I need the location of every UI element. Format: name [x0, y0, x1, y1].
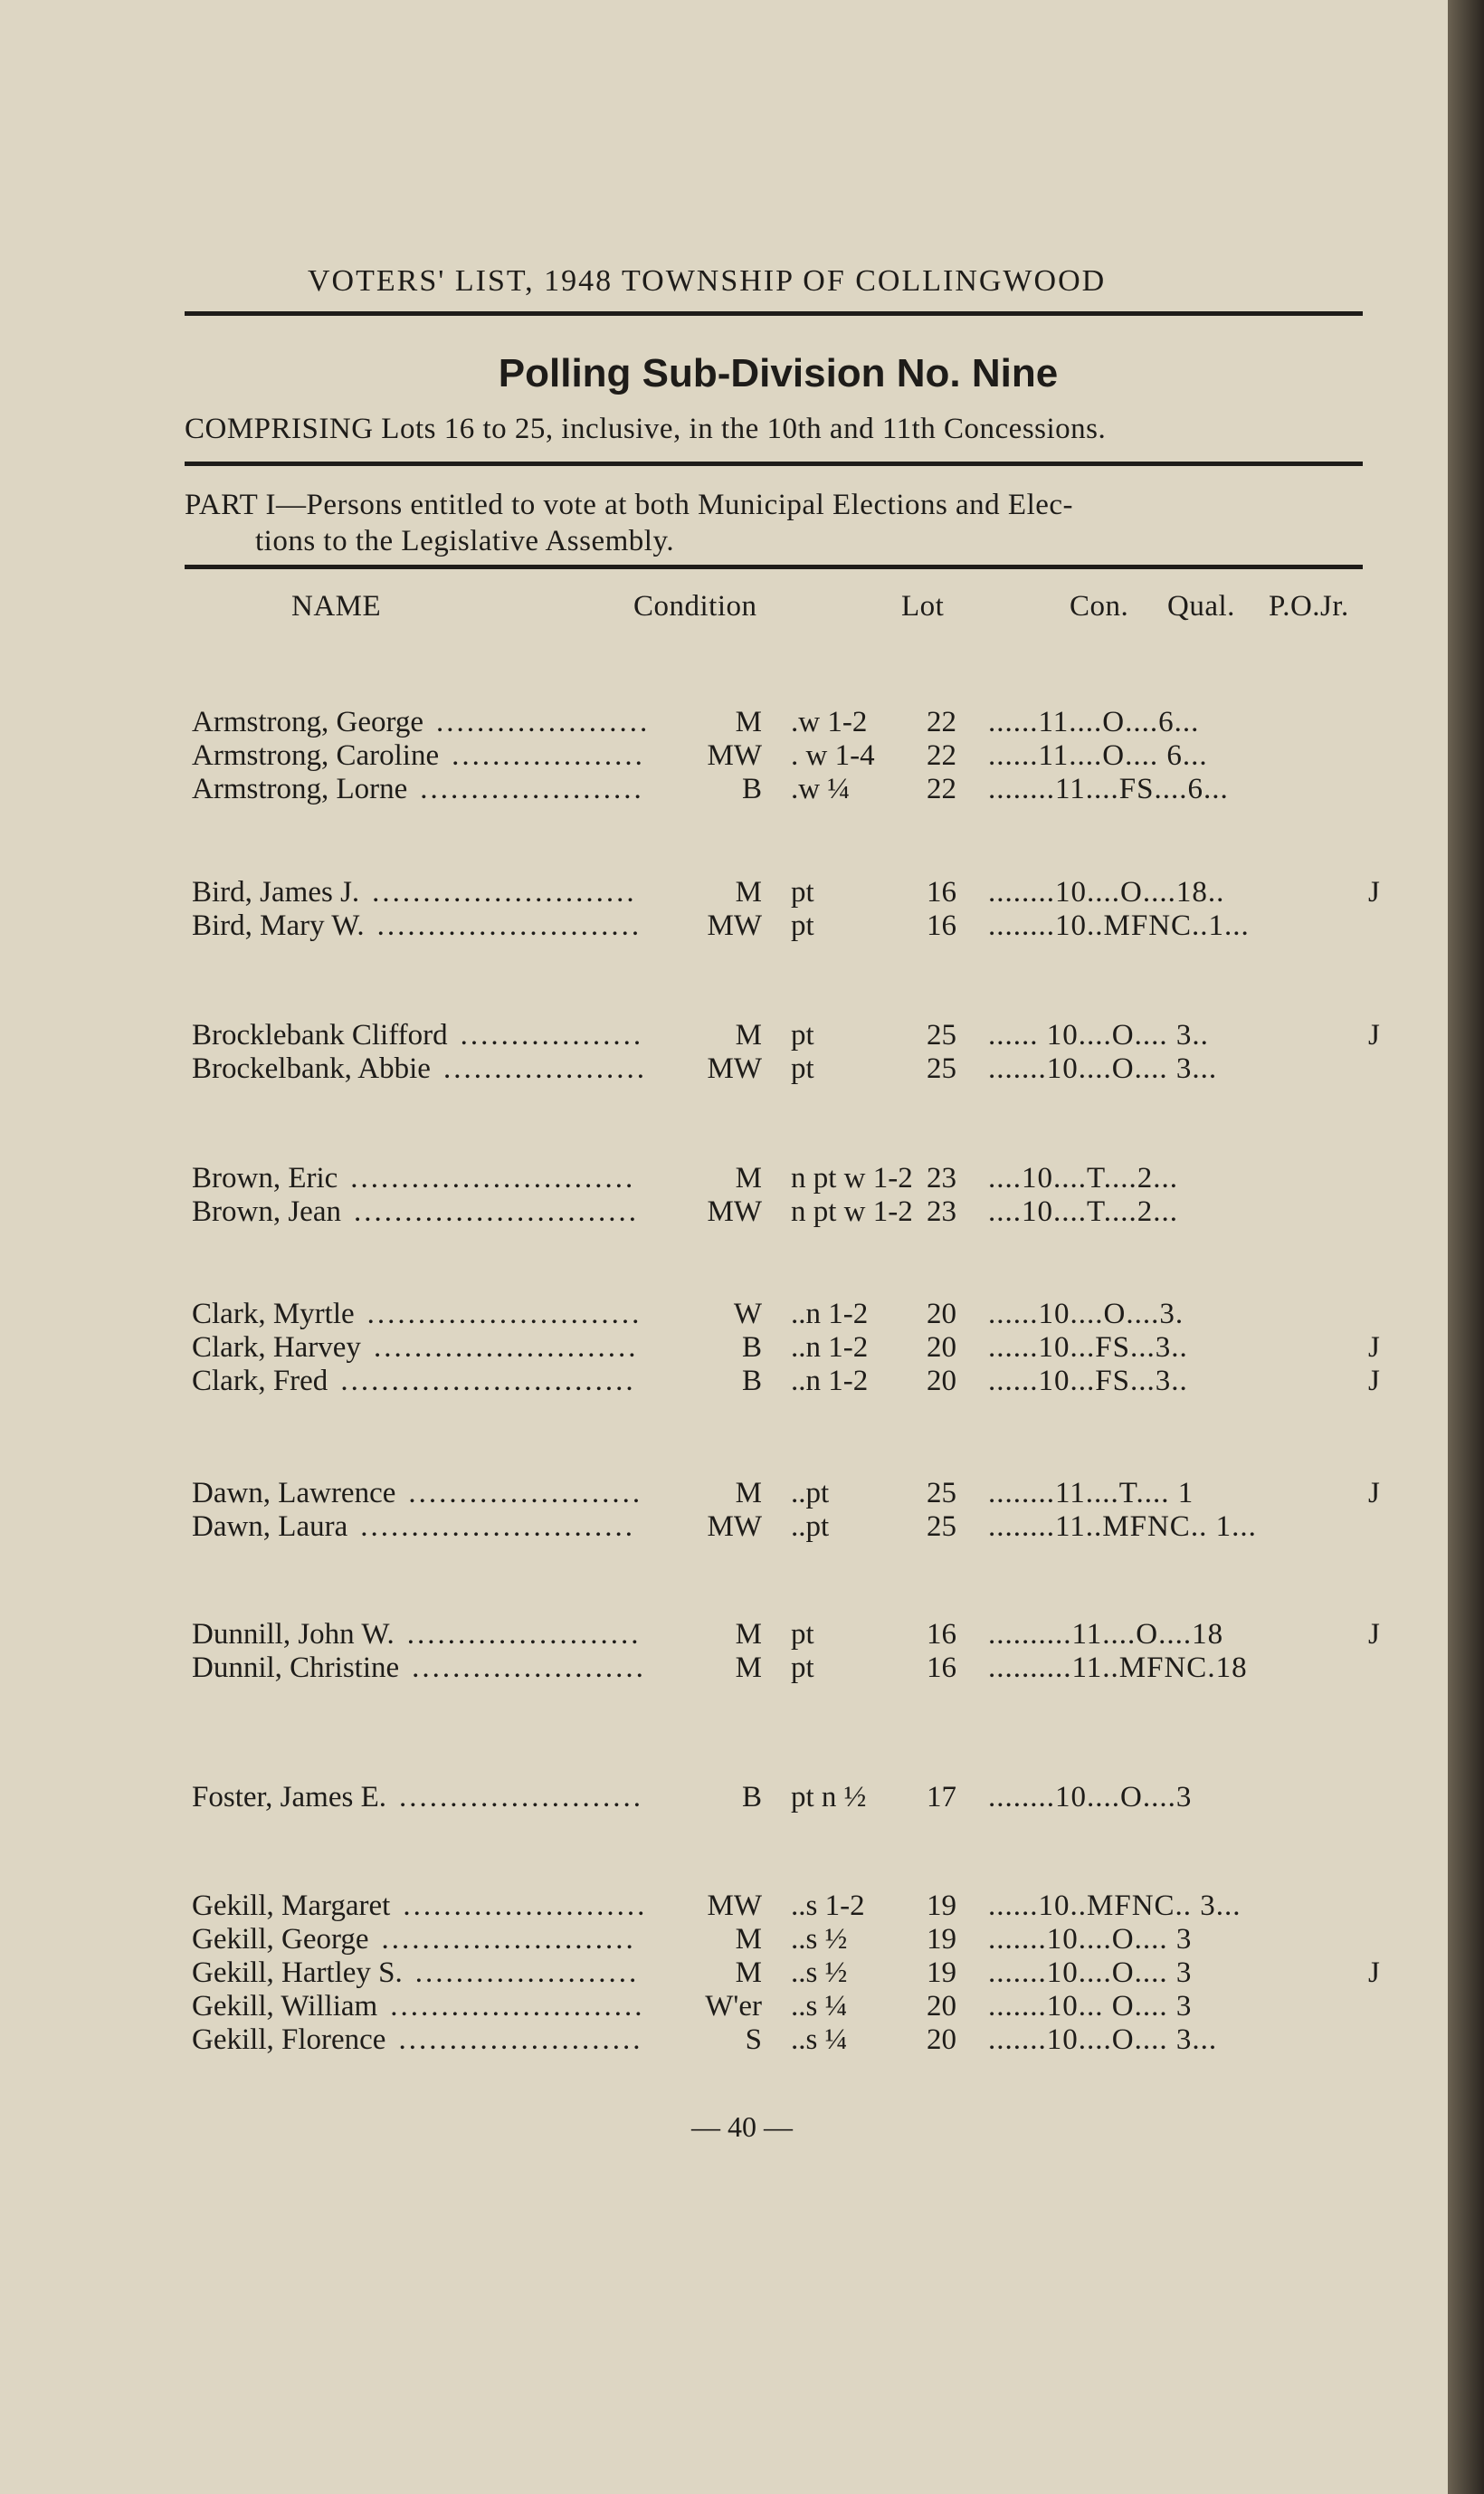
voter-con-qual-po: ........11....T.... 1 [988, 1477, 1194, 1509]
col-pojr-header: P.O.Jr. [1269, 590, 1349, 623]
voter-condition: M [735, 1618, 762, 1651]
leader-dots: ................... [452, 739, 645, 772]
voter-lot-number: 25 [927, 1019, 956, 1052]
voter-lot-number: 19 [927, 1890, 956, 1922]
col-qual-header: Qual. [1167, 590, 1235, 623]
leader-dots: .......................... [373, 1331, 639, 1364]
leader-dots: .......................... [372, 876, 637, 909]
voter-name: Gekill, William [192, 1990, 378, 2023]
voter-condition: M [735, 1162, 762, 1195]
voter-lot: n pt w 1-2 [791, 1162, 913, 1195]
voter-con-qual-po: ......11....O....6... [988, 706, 1200, 738]
leader-dots: ........................ [403, 1890, 648, 1922]
voter-condition: MW [707, 1890, 762, 1922]
leader-dots: ......................... [381, 1923, 636, 1956]
voter-lot-number: 25 [927, 1477, 956, 1509]
voter-lot: pt [791, 909, 814, 942]
voter-lot-number: 23 [927, 1162, 956, 1195]
voter-lot: ..s ½ [791, 1923, 848, 1956]
voter-condition: W [733, 1298, 762, 1330]
voter-name: Dawn, Lawrence [192, 1477, 396, 1509]
voter-con-qual-po: ..........11..MFNC.18 [988, 1652, 1248, 1684]
voter-lot: ..s ¼ [791, 1990, 848, 2023]
voter-con-qual-po: .......10....O.... 3... [988, 2023, 1218, 2056]
voter-name: Clark, Fred [192, 1365, 328, 1397]
part-heading-line1: PART I—Persons entitled to vote at both Municipal Elections and Elec- [185, 489, 1074, 521]
voter-name: Dunnil, Christine [192, 1652, 400, 1684]
voter-lot-number: 16 [927, 1618, 956, 1651]
leader-dots: ....................... [406, 1618, 642, 1651]
voter-con-qual-po: ......11....O.... 6... [988, 739, 1208, 772]
voter-name: Bird, James J. [192, 876, 360, 909]
voter-name: Gekill, Florence [192, 2023, 386, 2056]
voter-lot-number: 23 [927, 1195, 956, 1228]
leader-dots: .................... [442, 1052, 647, 1085]
voter-con-qual-po: ........11....FS....6... [988, 773, 1229, 805]
voter-jury-mark: J [1368, 1956, 1380, 1989]
voter-con-qual-po: ......10...FS...3.. [988, 1365, 1188, 1397]
col-name-header: NAME [291, 590, 382, 623]
voter-condition: MW [707, 1195, 762, 1228]
voter-con-qual-po: .......10....O.... 3 [988, 1956, 1193, 1989]
leader-dots: ..................... [436, 706, 651, 738]
leader-dots: ........................... [366, 1298, 642, 1330]
voter-lot: pt [791, 1652, 814, 1684]
leader-dots: ........................... [360, 1510, 636, 1543]
voter-con-qual-po: .......10....O.... 3 [988, 1923, 1193, 1956]
leader-dots: ......................... [390, 1990, 645, 2023]
voter-lot: .w 1-2 [791, 706, 868, 738]
col-con-header: Con. [1070, 590, 1129, 623]
voter-condition: B [741, 1781, 762, 1813]
leader-dots: ........................ [398, 1781, 643, 1813]
voter-lot-number: 17 [927, 1781, 956, 1813]
voter-lot-number: 25 [927, 1510, 956, 1543]
comprising-rule [185, 462, 1363, 466]
voter-con-qual-po: ........10....O....3 [988, 1781, 1193, 1813]
voter-condition: MW [707, 1510, 762, 1543]
voter-name: Brown, Eric [192, 1162, 338, 1195]
voter-lot: ..n 1-2 [791, 1331, 869, 1364]
voter-con-qual-po: ........10....O....18.. [988, 876, 1225, 909]
voter-con-qual-po: ......10..MFNC.. 3... [988, 1890, 1241, 1922]
voter-con-qual-po: ....10....T....2... [988, 1162, 1178, 1195]
page-number: — 40 — [691, 2110, 793, 2143]
voter-con-qual-po: ....10....T....2... [988, 1195, 1178, 1228]
voter-lot: ..s ½ [791, 1956, 848, 1989]
voter-condition: MW [707, 739, 762, 772]
voter-name: Bird, Mary W. [192, 909, 365, 942]
leader-dots: ....................... [412, 1652, 646, 1684]
voter-con-qual-po: ......10...FS...3.. [988, 1331, 1188, 1364]
voter-con-qual-po: ........10..MFNC..1... [988, 909, 1250, 942]
voter-condition: M [735, 876, 762, 909]
voter-lot: pt [791, 1019, 814, 1052]
page-title: Polling Sub-Division No. Nine [498, 351, 1059, 395]
leader-dots: .......................... [376, 909, 642, 942]
voter-lot-number: 22 [927, 739, 956, 772]
voter-lot: ..pt [791, 1477, 830, 1509]
voter-name: Brown, Jean [192, 1195, 341, 1228]
voter-condition: M [735, 1019, 762, 1052]
voter-lot: pt [791, 876, 814, 909]
voter-lot-number: 19 [927, 1923, 956, 1956]
part-heading [185, 487, 1370, 559]
voter-condition: M [735, 1923, 762, 1956]
voter-name: Gekill, Hartley S. [192, 1956, 403, 1989]
voter-condition: M [735, 706, 762, 738]
voter-condition: W'er [705, 1990, 762, 2023]
voter-lot-number: 22 [927, 773, 956, 805]
voter-lot-number: 25 [927, 1052, 956, 1085]
voter-lot-number: 19 [927, 1956, 956, 1989]
voter-con-qual-po: ......10....O....3. [988, 1298, 1184, 1330]
voter-lot: ..pt [791, 1510, 830, 1543]
voter-condition: B [741, 773, 762, 805]
voter-con-qual-po: ........11..MFNC.. 1... [988, 1510, 1257, 1543]
book-spine [1448, 0, 1484, 2494]
voter-condition: MW [707, 909, 762, 942]
voter-condition: M [735, 1652, 762, 1684]
voter-lot-number: 20 [927, 1331, 956, 1364]
voter-name: Armstrong, Caroline [192, 739, 440, 772]
voter-jury-mark: J [1368, 1477, 1380, 1509]
voter-lot: pt n ½ [791, 1781, 867, 1813]
leader-dots: ............................. [340, 1365, 636, 1397]
leader-dots: ........................ [398, 2023, 643, 2056]
leader-dots: ...................... [420, 773, 644, 805]
leader-dots: ............................ [353, 1195, 639, 1228]
voter-name: Gekill, George [192, 1923, 369, 1956]
voter-name: Brockelbank, Abbie [192, 1052, 431, 1085]
voter-lot-number: 16 [927, 876, 956, 909]
voter-name: Dunnill, John W. [192, 1618, 395, 1651]
voter-lot-number: 16 [927, 909, 956, 942]
voter-lot: ..s ¼ [791, 2023, 848, 2056]
voter-lot: n pt w 1-2 [791, 1195, 913, 1228]
voter-lot-number: 22 [927, 706, 956, 738]
voter-condition: S [745, 2023, 762, 2056]
leader-dots: ....................... [408, 1477, 643, 1509]
voter-con-qual-po: .......10....O.... 3... [988, 1052, 1218, 1085]
voter-lot-number: 20 [927, 1298, 956, 1330]
voter-jury-mark: J [1368, 1331, 1380, 1364]
voter-lot: . w 1-4 [791, 739, 875, 772]
voter-lot: pt [791, 1618, 814, 1651]
voter-lot-number: 20 [927, 1365, 956, 1397]
running-header: VOTERS' LIST, 1948 TOWNSHIP OF COLLINGWOOD [308, 264, 1107, 298]
voter-name: Armstrong, Lorne [192, 773, 408, 805]
voter-condition: B [741, 1365, 762, 1397]
voter-name: Gekill, Margaret [192, 1890, 391, 1922]
voter-name: Dawn, Laura [192, 1510, 348, 1543]
voter-condition: M [735, 1956, 762, 1989]
voter-condition: MW [707, 1052, 762, 1085]
voter-lot: ..n 1-2 [791, 1365, 869, 1397]
leader-dots: ............................ [350, 1162, 636, 1195]
voter-name: Clark, Myrtle [192, 1298, 355, 1330]
voter-lot: pt [791, 1052, 814, 1085]
voter-jury-mark: J [1368, 1618, 1380, 1651]
voter-jury-mark: J [1368, 1019, 1380, 1052]
voter-name: Clark, Harvey [192, 1331, 361, 1364]
voter-lot-number: 20 [927, 1990, 956, 2023]
voter-lot-number: 20 [927, 2023, 956, 2056]
part-heading-line2: tions to the Legislative Assembly. [255, 525, 675, 557]
voter-con-qual-po: .......10... O.... 3 [988, 1990, 1193, 2023]
col-condition-header: Condition [633, 590, 757, 623]
voter-name: Brocklebank Clifford [192, 1019, 448, 1052]
voter-lot: ..s 1-2 [791, 1890, 865, 1922]
voter-lot: ..n 1-2 [791, 1298, 869, 1330]
voter-name: Foster, James E. [192, 1781, 386, 1813]
leader-dots: .................. [460, 1019, 644, 1052]
header-rule [185, 311, 1363, 316]
voter-jury-mark: J [1368, 1365, 1380, 1397]
voter-lot-number: 16 [927, 1652, 956, 1684]
voter-name: Armstrong, George [192, 706, 424, 738]
voter-condition: B [741, 1331, 762, 1364]
part-rule [185, 565, 1363, 569]
voter-con-qual-po: ..........11....O....18 [988, 1618, 1224, 1651]
voter-jury-mark: J [1368, 876, 1380, 909]
voter-condition: M [735, 1477, 762, 1509]
voter-lot: .w ¼ [791, 773, 851, 805]
leader-dots: ...................... [414, 1956, 640, 1989]
col-lot-header: Lot [901, 590, 945, 623]
comprising-line: COMPRISING Lots 16 to 25, inclusive, in the 10th and 11th Concessions. [185, 413, 1107, 445]
voter-con-qual-po: ...... 10....O.... 3.. [988, 1019, 1209, 1052]
